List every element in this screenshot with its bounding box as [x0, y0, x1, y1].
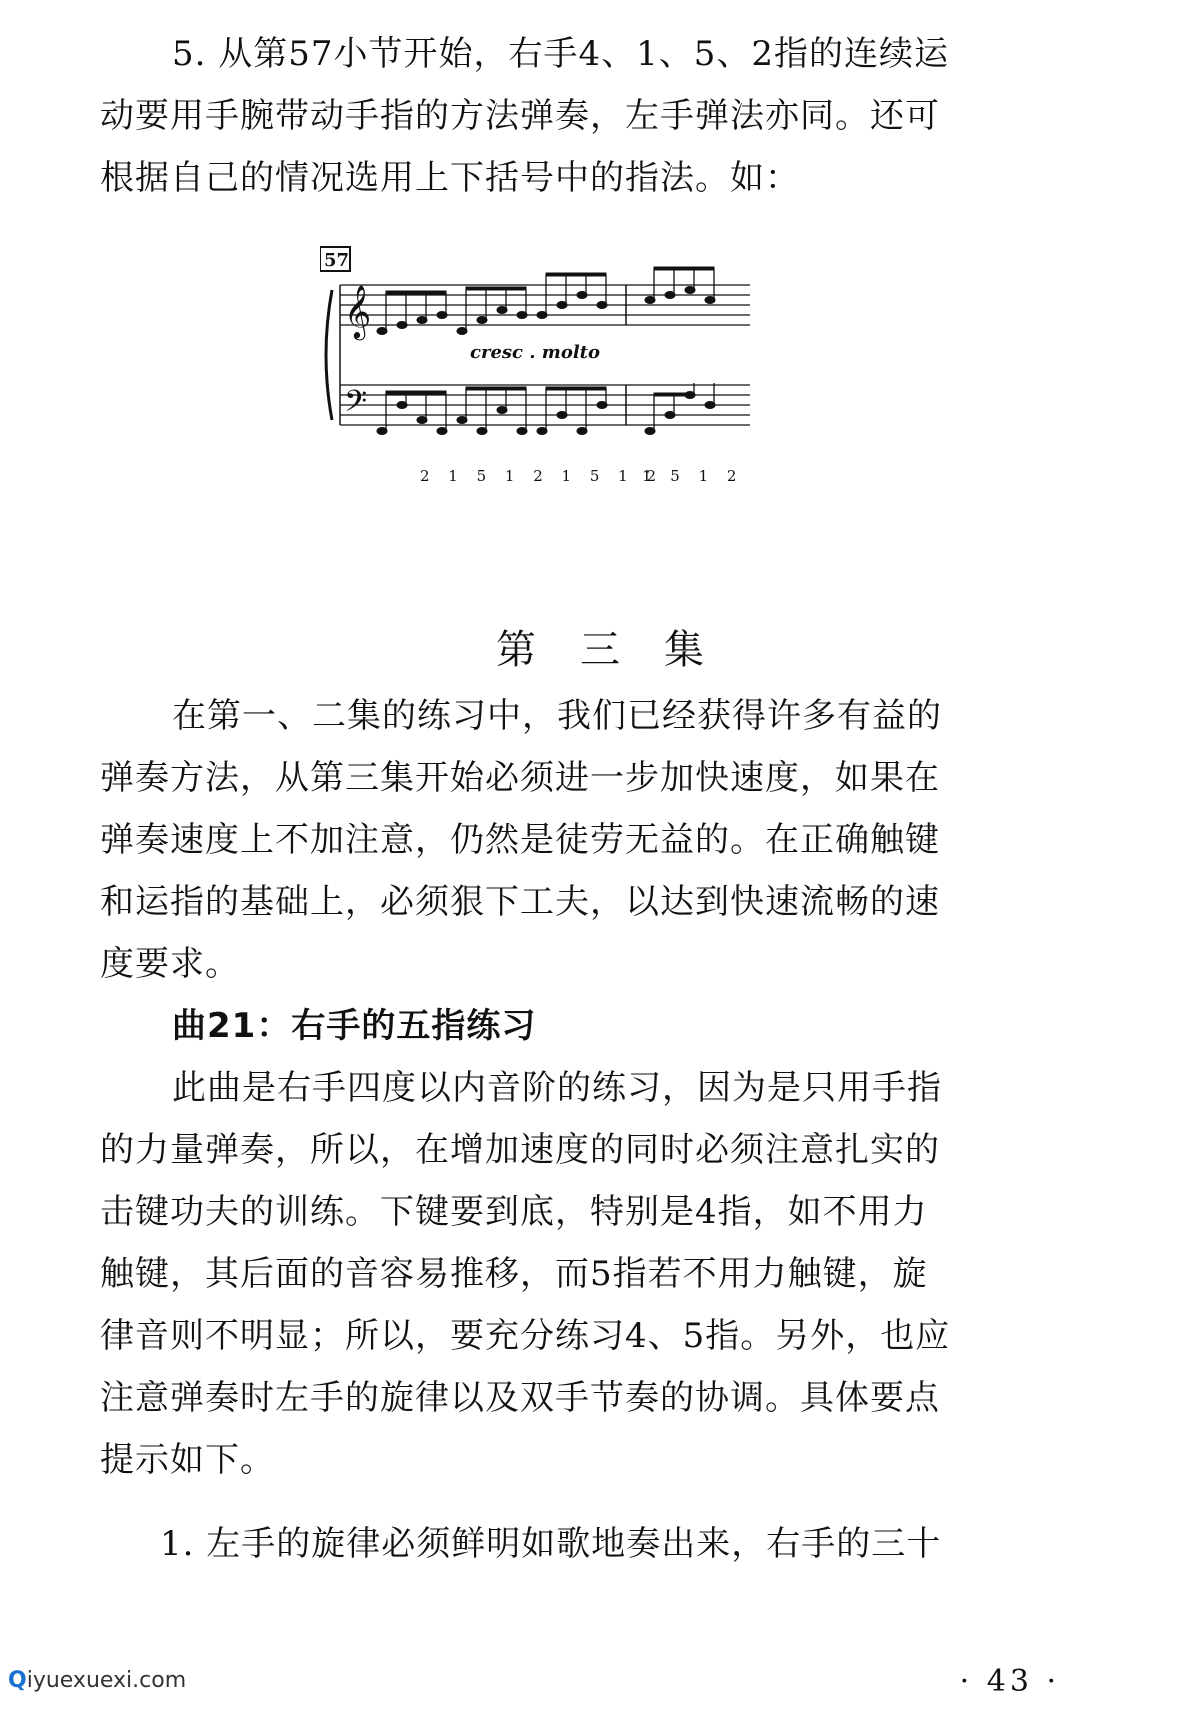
- piece-subheading: 曲21：右手的五指练习: [172, 1006, 537, 1046]
- watermark-logo-icon: Q: [8, 1668, 27, 1693]
- page-number: · 43 ·: [959, 1664, 1060, 1699]
- intro-line-3: 根据自己的情况选用上下括号中的指法。如：: [100, 158, 800, 198]
- body-line-5: 度要求。: [100, 944, 240, 984]
- intro-line-2: 动要用手腕带动手指的方法弹奏，左手弹法亦同。还可: [100, 96, 940, 136]
- grand-staff-brace: [326, 290, 332, 420]
- watermark-site: iyuexuexi.com: [26, 1668, 187, 1693]
- section-heading: 第三集: [496, 627, 748, 673]
- bass-clef-icon: 𝄢: [344, 385, 368, 426]
- piece-line-7: 提示如下。: [100, 1440, 275, 1480]
- dynamic-marking: cresc . molto: [470, 342, 600, 363]
- treble-clef-icon: 𝄞: [344, 284, 372, 338]
- body-line-2: 弹奏方法，从第三集开始必须进一步加快速度，如果在: [100, 758, 940, 798]
- bass-notes: [377, 383, 715, 435]
- piece-line-1: 此曲是右手四度以内音阶的练习，因为是只用手指: [172, 1068, 942, 1108]
- body-line-1: 在第一、二集的练习中，我们已经获得许多有益的: [172, 696, 942, 736]
- measure-number: 57: [324, 250, 350, 271]
- body-line-3: 弹奏速度上不加注意，仍然是徒劳无益的。在正确触键: [100, 820, 940, 860]
- piece-line-6: 注意弹奏时左手的旋律以及双手节奏的协调。具体要点: [100, 1378, 940, 1418]
- lh-fingering-row: 2 1 5 1 2 1 5 1 2: [420, 467, 664, 485]
- piece-line-2: 的力量弹奏，所以，在增加速度的同时必须注意扎实的: [100, 1130, 940, 1170]
- last-line: 1. 左手的旋律必须鲜明如歌地奏出来，右手的三十: [160, 1524, 942, 1564]
- piece-line-4: 触键，其后面的音容易推移，而5指若不用力触键，旋: [100, 1254, 928, 1294]
- treble-notes: [377, 267, 715, 335]
- body-line-4: 和运指的基础上，必须狠下工夫，以达到快速流畅的速: [100, 882, 940, 922]
- intro-line-1: 5. 从第57小节开始，右手4、1、5、2指的连续运: [172, 34, 950, 74]
- music-score-excerpt: [320, 245, 840, 505]
- lh-fingering-row-2: 1 5 1 2: [642, 467, 744, 485]
- piece-line-3: 击键功夫的训练。下键要到底，特别是4指，如不用力: [100, 1192, 928, 1232]
- piece-line-5: 律音则不明显；所以，要充分练习4、5指。另外，也应: [100, 1316, 951, 1356]
- watermark: [8, 1668, 186, 1693]
